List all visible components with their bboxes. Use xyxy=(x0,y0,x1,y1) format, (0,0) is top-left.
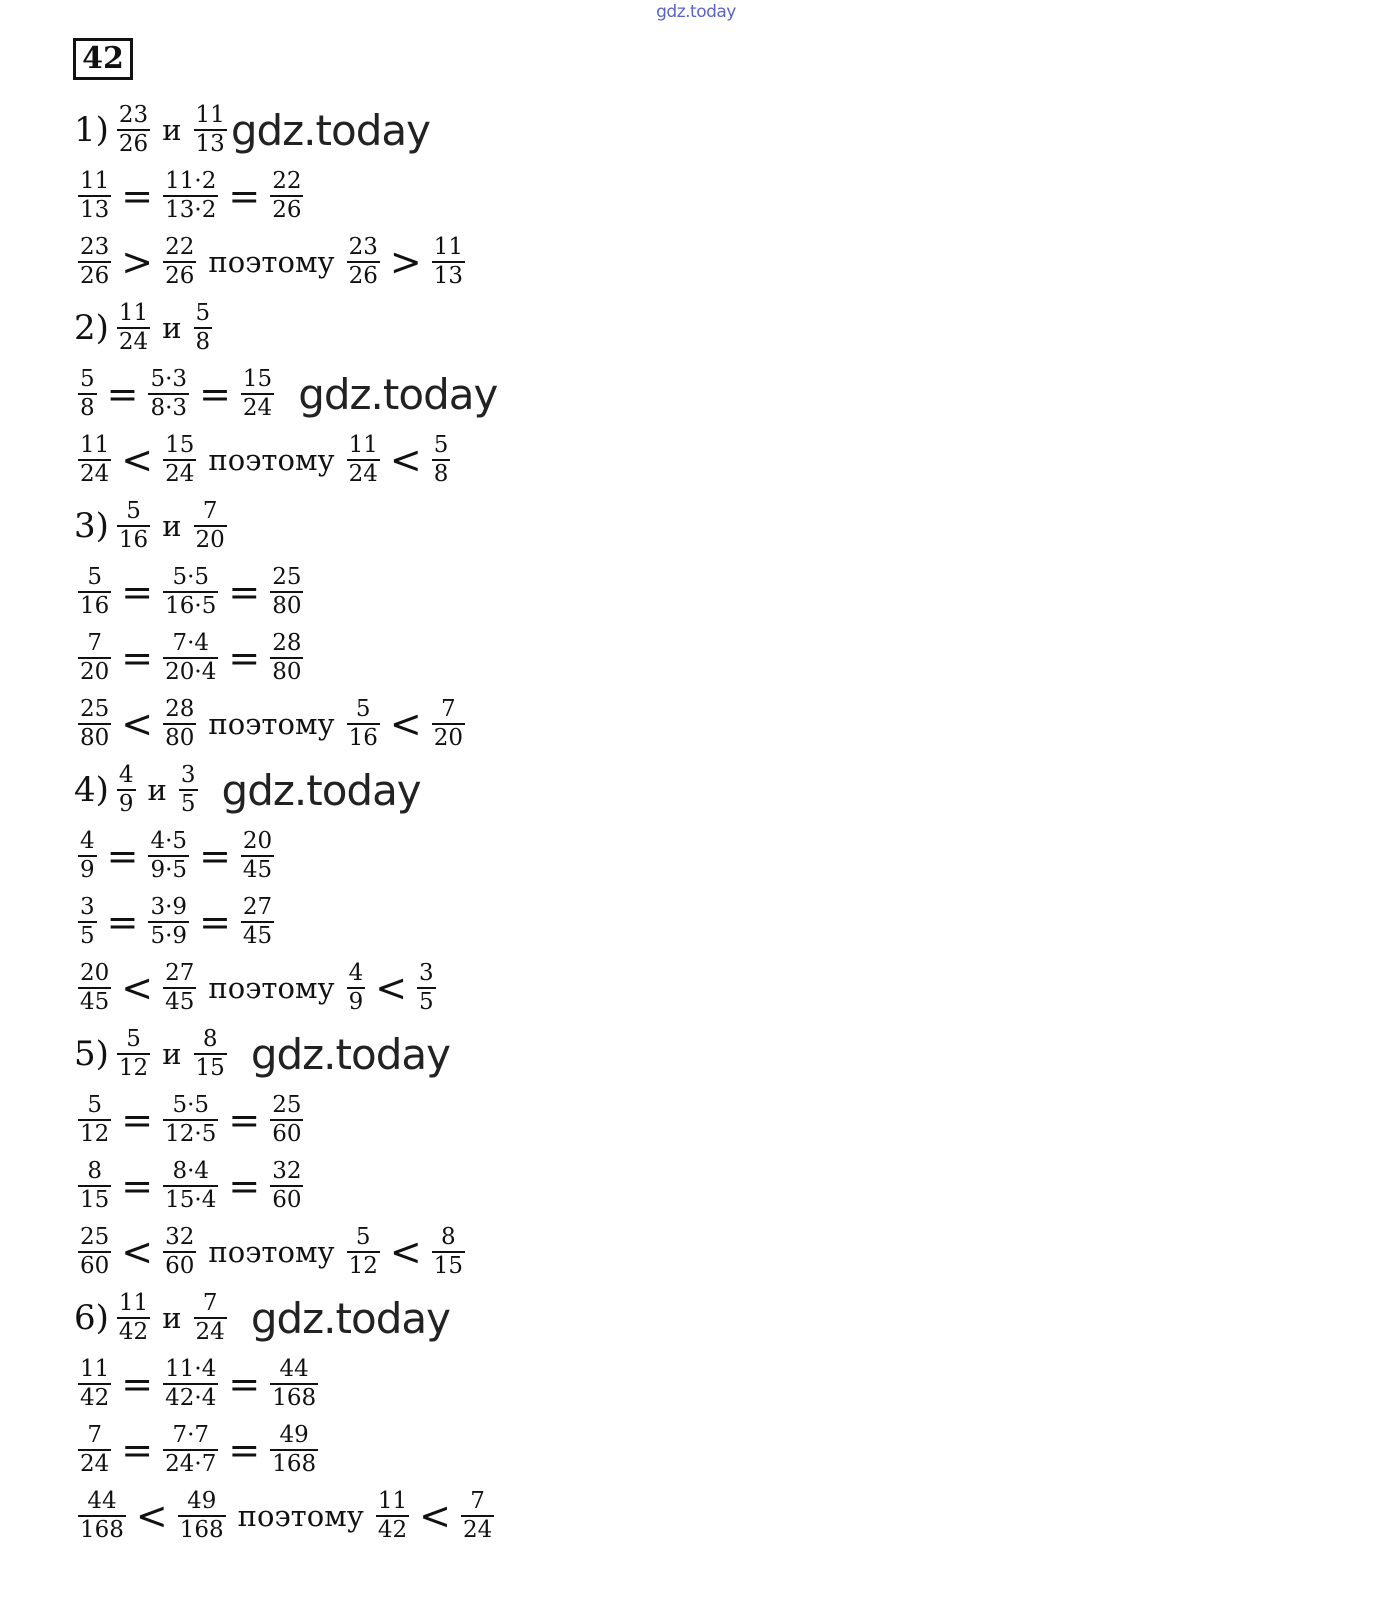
comparison-sign: > xyxy=(121,240,154,284)
fraction xyxy=(78,1422,111,1478)
solution-line xyxy=(74,560,307,624)
denominator: 8 xyxy=(195,329,211,355)
fraction xyxy=(117,300,150,356)
operator: = xyxy=(228,570,261,614)
comparison-sign: < xyxy=(121,438,154,482)
fraction xyxy=(78,234,111,290)
fraction xyxy=(78,1356,111,1412)
denominator: 26 xyxy=(118,131,149,157)
denominator: 26 xyxy=(348,263,378,289)
numerator: 22 xyxy=(272,168,302,194)
fraction xyxy=(347,234,380,290)
denominator: 20 xyxy=(80,659,110,685)
operator: = xyxy=(121,174,154,218)
numerator: 5 xyxy=(195,300,211,326)
fraction xyxy=(163,234,196,290)
denominator: 168 xyxy=(272,1385,317,1411)
solution-line xyxy=(74,230,469,294)
comparison-sign: < xyxy=(375,966,408,1010)
denominator: 12 xyxy=(348,1253,378,1279)
numerator: 23 xyxy=(348,234,378,260)
denominator: 15·4 xyxy=(165,1187,217,1213)
fraction xyxy=(78,564,111,620)
fraction xyxy=(194,1026,227,1082)
denominator: 24 xyxy=(118,329,149,355)
denominator: 60 xyxy=(80,1253,110,1279)
comparison-sign: < xyxy=(135,1494,168,1538)
word-and: и xyxy=(162,1037,182,1071)
watermark: gdz.today xyxy=(221,765,421,815)
numerator: 8·4 xyxy=(172,1158,210,1184)
numerator: 11 xyxy=(377,1488,408,1514)
numerator: 7 xyxy=(87,1422,102,1448)
denominator: 24 xyxy=(195,1319,225,1345)
denominator: 13 xyxy=(433,263,463,289)
operator: = xyxy=(199,834,231,878)
operator: = xyxy=(228,1428,261,1472)
numerator: 23 xyxy=(118,102,149,128)
numerator: 4·5 xyxy=(150,828,188,854)
solution-line xyxy=(74,164,307,228)
numerator: 11 xyxy=(195,102,225,128)
fraction xyxy=(78,366,97,422)
comparison-sign: < xyxy=(389,438,422,482)
fraction xyxy=(194,300,213,356)
solution-line xyxy=(74,956,440,1020)
part-label: 6) xyxy=(74,1298,109,1338)
denominator: 60 xyxy=(165,1253,195,1279)
operator: = xyxy=(228,174,261,218)
numerator: 7 xyxy=(470,1488,485,1514)
fraction xyxy=(163,630,218,686)
word-therefore: поэтому xyxy=(208,443,335,477)
fraction xyxy=(78,1158,111,1214)
part-label: 5) xyxy=(74,1034,109,1074)
denominator: 26 xyxy=(80,263,110,289)
numerator: 44 xyxy=(279,1356,309,1382)
denominator: 20 xyxy=(433,725,463,751)
denominator: 24 xyxy=(80,461,110,487)
denominator: 24 xyxy=(348,461,378,487)
operator: = xyxy=(121,1428,154,1472)
solution-line xyxy=(74,1220,469,1284)
problem-number: 42 xyxy=(73,38,133,80)
fraction xyxy=(78,696,111,752)
numerator: 7·4 xyxy=(172,630,210,656)
watermark: gdz.today xyxy=(250,1293,450,1343)
denominator: 15 xyxy=(433,1253,463,1279)
fraction xyxy=(270,564,303,620)
numerator: 5·5 xyxy=(172,564,210,590)
numerator: 28 xyxy=(272,630,302,656)
solution-line xyxy=(74,428,454,492)
fraction xyxy=(270,1158,303,1214)
comparison-sign: < xyxy=(121,966,154,1010)
watermark: gdz.today xyxy=(298,369,498,419)
word-and: и xyxy=(162,113,182,147)
fraction xyxy=(163,1092,218,1148)
solution-line xyxy=(74,494,231,558)
numerator: 7 xyxy=(441,696,456,722)
numerator: 20 xyxy=(242,828,273,854)
numerator: 11 xyxy=(118,300,149,326)
operator: = xyxy=(199,372,231,416)
denominator: 45 xyxy=(242,923,273,949)
fraction xyxy=(270,1356,318,1412)
numerator: 5 xyxy=(126,1026,141,1052)
numerator: 5 xyxy=(87,564,102,590)
part-label: 2) xyxy=(74,308,109,348)
denominator: 5·9 xyxy=(150,923,188,949)
fraction xyxy=(163,1224,196,1280)
fraction xyxy=(194,498,227,554)
denominator: 8·3 xyxy=(150,395,188,421)
denominator: 26 xyxy=(272,197,302,223)
denominator: 16 xyxy=(80,593,110,619)
fraction xyxy=(78,630,111,686)
numerator: 5 xyxy=(126,498,141,524)
solution-line xyxy=(74,890,278,954)
numerator: 49 xyxy=(187,1488,217,1514)
numerator: 4 xyxy=(80,828,95,854)
operator: = xyxy=(228,636,261,680)
fraction xyxy=(117,102,150,158)
numerator: 11 xyxy=(118,1290,149,1316)
word-and: и xyxy=(162,509,182,543)
numerator: 25 xyxy=(272,1092,302,1118)
fraction xyxy=(432,696,465,752)
solution-line xyxy=(74,296,216,360)
denominator: 20·4 xyxy=(165,659,217,685)
denominator: 9 xyxy=(118,791,134,817)
numerator: 25 xyxy=(272,564,302,590)
solution-line xyxy=(74,1484,498,1548)
watermark: gdz.today xyxy=(230,105,430,155)
numerator: 22 xyxy=(165,234,195,260)
denominator: 12 xyxy=(80,1121,110,1147)
denominator: 168 xyxy=(179,1517,224,1543)
word-and: и xyxy=(162,1301,182,1335)
operator: = xyxy=(106,372,139,416)
comparison-sign: < xyxy=(121,1230,154,1274)
word-therefore: поэтому xyxy=(208,971,335,1005)
numerator: 11 xyxy=(80,168,110,194)
denominator: 24 xyxy=(80,1451,110,1477)
fraction xyxy=(347,1224,380,1280)
denominator: 45 xyxy=(165,989,195,1015)
numerator: 44 xyxy=(87,1488,117,1514)
denominator: 5 xyxy=(419,989,434,1015)
numerator: 5 xyxy=(433,432,449,458)
numerator: 7 xyxy=(202,1290,218,1316)
fraction xyxy=(461,1488,494,1544)
denominator: 42 xyxy=(377,1517,408,1543)
numerator: 3 xyxy=(419,960,434,986)
comparison-sign: < xyxy=(389,1230,422,1274)
numerator: 8 xyxy=(87,1158,102,1184)
denominator: 80 xyxy=(80,725,110,751)
numerator: 25 xyxy=(80,1224,110,1250)
fraction xyxy=(78,828,97,884)
numerator: 4 xyxy=(348,960,364,986)
denominator: 5 xyxy=(180,791,196,817)
solution-line xyxy=(74,1286,450,1350)
numerator: 27 xyxy=(165,960,195,986)
fraction xyxy=(194,102,227,158)
denominator: 26 xyxy=(165,263,195,289)
denominator: 15 xyxy=(195,1055,225,1081)
denominator: 13 xyxy=(195,131,225,157)
header-watermark: gdz.today xyxy=(656,2,736,22)
numerator: 32 xyxy=(165,1224,195,1250)
fraction xyxy=(117,1026,150,1082)
denominator: 42 xyxy=(118,1319,149,1345)
numerator: 11·2 xyxy=(165,168,217,194)
fraction xyxy=(270,630,303,686)
fraction xyxy=(163,960,196,1016)
fraction xyxy=(178,1488,226,1544)
part-label: 3) xyxy=(74,506,109,546)
operator: = xyxy=(121,570,154,614)
denominator: 60 xyxy=(272,1121,302,1147)
fraction xyxy=(241,894,274,950)
numerator: 8 xyxy=(441,1224,456,1250)
word-therefore: поэтому xyxy=(208,1235,335,1269)
solution-line xyxy=(74,1154,307,1218)
numerator: 49 xyxy=(279,1422,309,1448)
denominator: 16·5 xyxy=(165,593,217,619)
fraction xyxy=(347,696,380,752)
numerator: 15 xyxy=(165,432,195,458)
word-therefore: поэтому xyxy=(208,707,335,741)
part-label: 4) xyxy=(74,770,109,810)
numerator: 5·5 xyxy=(172,1092,210,1118)
numerator: 11 xyxy=(433,234,463,260)
numerator: 11 xyxy=(348,432,378,458)
operator: = xyxy=(121,1098,154,1142)
numerator: 28 xyxy=(165,696,195,722)
operator: = xyxy=(199,900,231,944)
fraction xyxy=(117,762,136,818)
numerator: 11·4 xyxy=(165,1356,217,1382)
denominator: 45 xyxy=(80,989,110,1015)
denominator: 60 xyxy=(272,1187,302,1213)
denominator: 24 xyxy=(462,1517,493,1543)
fraction xyxy=(78,1488,126,1544)
fraction xyxy=(78,168,111,224)
numerator: 15 xyxy=(242,366,273,392)
numerator: 27 xyxy=(242,894,273,920)
fraction xyxy=(78,1224,111,1280)
denominator: 12 xyxy=(118,1055,149,1081)
fraction xyxy=(78,1092,111,1148)
denominator: 42 xyxy=(80,1385,110,1411)
operator: = xyxy=(228,1164,261,1208)
numerator: 32 xyxy=(272,1158,302,1184)
denominator: 9 xyxy=(80,857,95,883)
numerator: 11 xyxy=(80,1356,110,1382)
fraction xyxy=(432,432,451,488)
numerator: 20 xyxy=(80,960,110,986)
solution-line xyxy=(74,98,430,162)
fraction xyxy=(270,168,303,224)
numerator: 25 xyxy=(80,696,110,722)
fraction xyxy=(163,1422,218,1478)
numerator: 11 xyxy=(80,432,110,458)
denominator: 24 xyxy=(165,461,195,487)
operator: = xyxy=(228,1098,261,1142)
fraction xyxy=(148,366,189,422)
numerator: 3·9 xyxy=(150,894,188,920)
denominator: 20 xyxy=(195,527,225,553)
numerator: 7·7 xyxy=(172,1422,210,1448)
fraction xyxy=(163,168,218,224)
fraction xyxy=(432,234,465,290)
comparison-sign: > xyxy=(389,240,422,284)
fraction xyxy=(417,960,436,1016)
solution-line xyxy=(74,824,278,888)
numerator: 5 xyxy=(80,366,95,392)
solution-line xyxy=(74,362,497,426)
fraction xyxy=(163,1356,218,1412)
solution-line xyxy=(74,1022,450,1086)
numerator: 4 xyxy=(118,762,134,788)
numerator: 3 xyxy=(180,762,196,788)
fraction xyxy=(270,1092,303,1148)
operator: = xyxy=(121,1164,154,1208)
numerator: 5 xyxy=(355,696,371,722)
denominator: 8 xyxy=(433,461,449,487)
fraction xyxy=(241,828,274,884)
fraction xyxy=(432,1224,465,1280)
numerator: 7 xyxy=(87,630,102,656)
fraction xyxy=(163,696,196,752)
denominator: 13·2 xyxy=(165,197,217,223)
denominator: 24·7 xyxy=(165,1451,217,1477)
fraction xyxy=(347,432,380,488)
denominator: 42·4 xyxy=(165,1385,217,1411)
denominator: 168 xyxy=(80,1517,124,1543)
denominator: 13 xyxy=(80,197,110,223)
operator: = xyxy=(106,900,139,944)
denominator: 80 xyxy=(272,659,302,685)
numerator: 5 xyxy=(87,1092,102,1118)
numerator: 8 xyxy=(202,1026,218,1052)
operator: = xyxy=(228,1362,261,1406)
operator: = xyxy=(121,1362,154,1406)
fraction xyxy=(179,762,198,818)
word-therefore: поэтому xyxy=(208,245,335,279)
denominator: 12·5 xyxy=(165,1121,217,1147)
fraction xyxy=(241,366,274,422)
denominator: 80 xyxy=(272,593,302,619)
solution-line xyxy=(74,1418,322,1482)
fraction xyxy=(148,894,189,950)
fraction xyxy=(117,498,150,554)
solution-line xyxy=(74,692,469,756)
numerator: 3 xyxy=(80,894,95,920)
denominator: 15 xyxy=(80,1187,110,1213)
fraction xyxy=(78,432,111,488)
fraction xyxy=(78,894,97,950)
numerator: 23 xyxy=(80,234,110,260)
comparison-sign: < xyxy=(419,1494,451,1538)
solution-line xyxy=(74,1088,307,1152)
fraction xyxy=(163,564,218,620)
fraction xyxy=(148,828,189,884)
denominator: 8 xyxy=(80,395,95,421)
fraction xyxy=(194,1290,227,1346)
denominator: 168 xyxy=(272,1451,317,1477)
part-label: 1) xyxy=(74,110,109,150)
comparison-sign: < xyxy=(389,702,422,746)
denominator: 80 xyxy=(165,725,195,751)
fraction xyxy=(163,1158,218,1214)
solution-line xyxy=(74,758,421,822)
solution-line xyxy=(74,1352,322,1416)
watermark: gdz.today xyxy=(250,1029,450,1079)
fraction xyxy=(347,960,366,1016)
comparison-sign: < xyxy=(121,702,154,746)
fraction xyxy=(78,960,111,1016)
denominator: 9·5 xyxy=(150,857,188,883)
operator: = xyxy=(106,834,139,878)
word-and: и xyxy=(162,311,182,345)
denominator: 9 xyxy=(348,989,364,1015)
fraction xyxy=(376,1488,409,1544)
fraction xyxy=(117,1290,150,1346)
denominator: 45 xyxy=(242,857,273,883)
numerator: 5·3 xyxy=(150,366,188,392)
fraction xyxy=(163,432,196,488)
denominator: 5 xyxy=(80,923,95,949)
numerator: 7 xyxy=(202,498,218,524)
fraction xyxy=(270,1422,318,1478)
denominator: 16 xyxy=(118,527,149,553)
numerator: 5 xyxy=(355,1224,371,1250)
denominator: 24 xyxy=(242,395,273,421)
operator: = xyxy=(121,636,154,680)
word-therefore: поэтому xyxy=(237,1499,364,1533)
solution-line xyxy=(74,626,307,690)
word-and: и xyxy=(147,773,167,807)
denominator: 16 xyxy=(348,725,378,751)
